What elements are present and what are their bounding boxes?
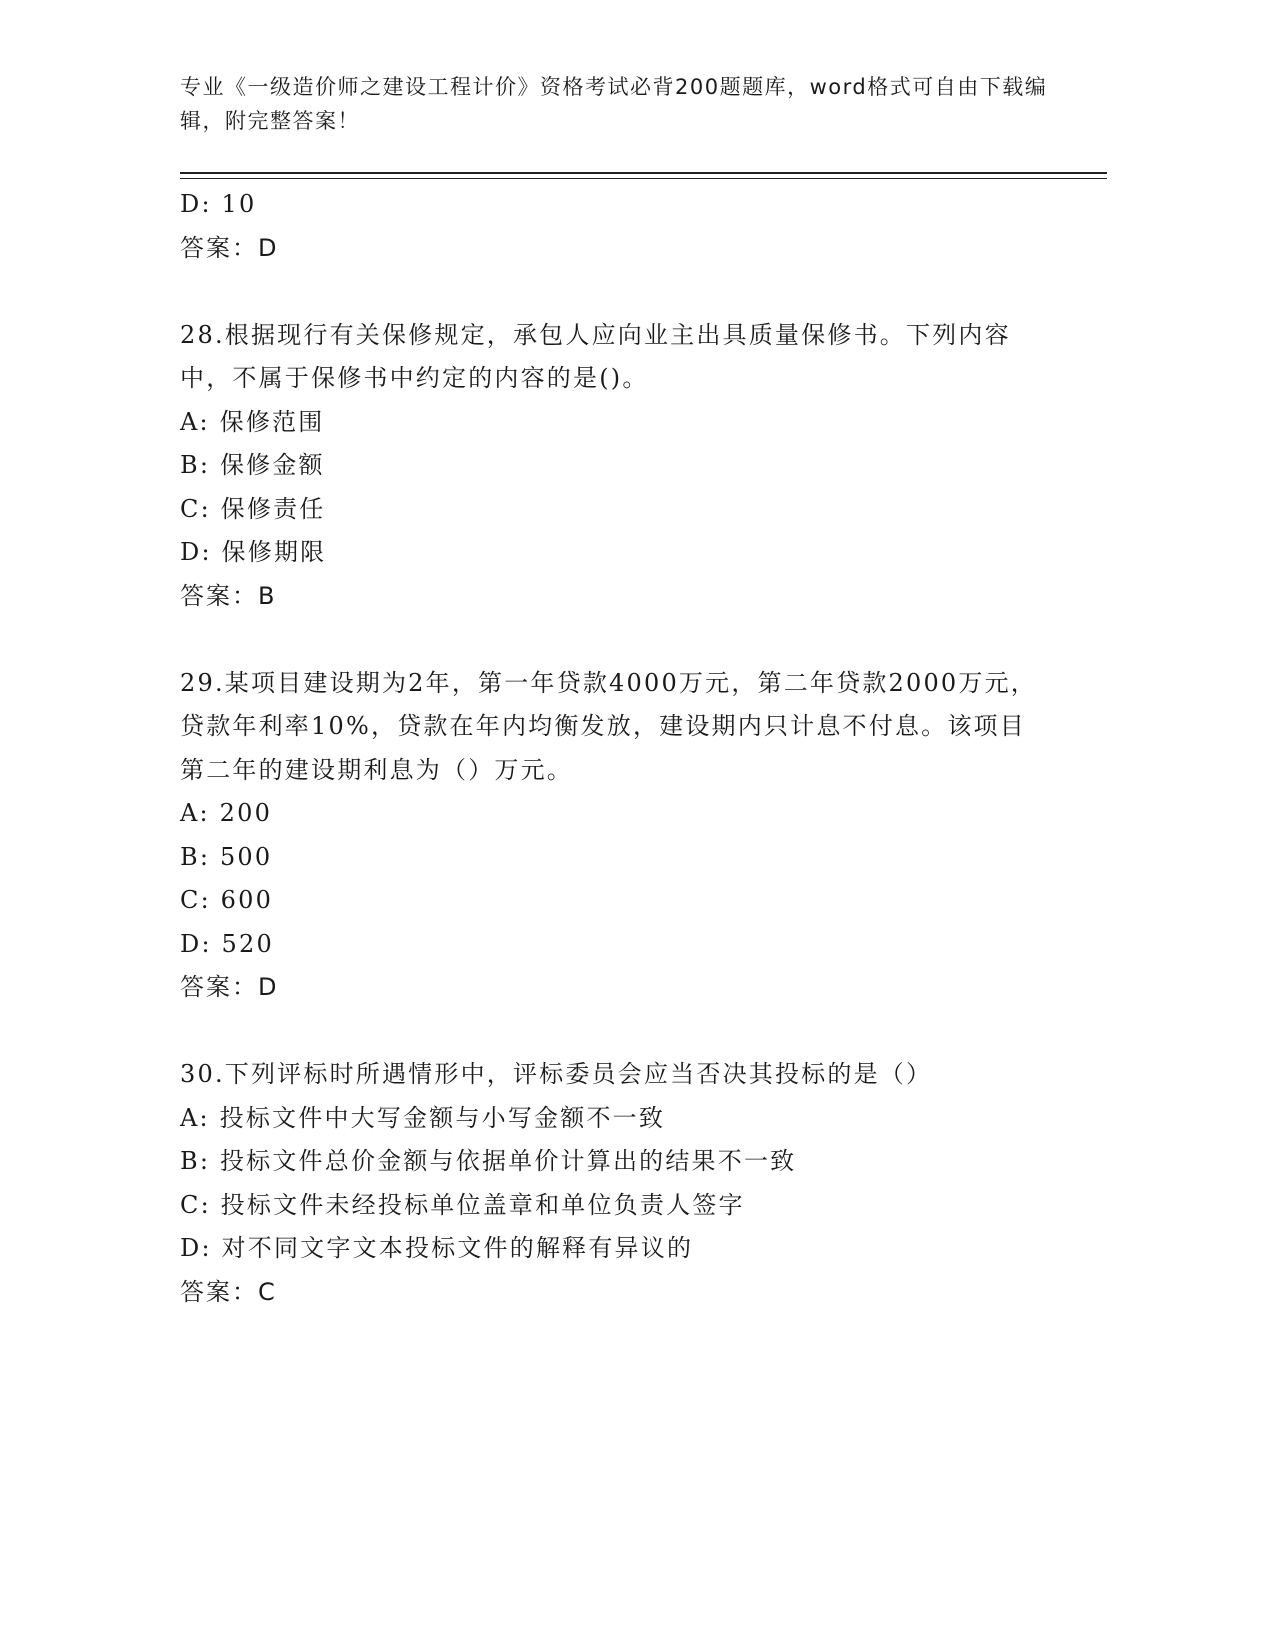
option-a: A: 保修范围 (180, 407, 325, 436)
question-30 (180, 1053, 1060, 1314)
option-a: A: 投标文件中大写金额与小写金额不一致 (180, 1103, 666, 1132)
question-stem: 28.根据现行有关保修规定，承包人应向业主出具质量保修书。下列内容中，不属于保修书中约定的内容的是()。 (180, 320, 1011, 392)
question-29 (180, 662, 1060, 1010)
option-d: D: 10 (180, 190, 257, 218)
option-b: B: 保修金额 (180, 451, 325, 479)
question-stem: 29.某项目建设期为2年，第一年贷款4000万元，第二年贷款2000万元，贷款年利率10%，贷款在年内均衡发放，建设期内只计息不付息。该项目第二年的建设期利息为（）万元。 (180, 668, 1037, 784)
question-stem: 30.下列评标时所遇情形中，评标委员会应当否决其投标的是（） (180, 1060, 933, 1088)
answer-line: 答案：D (180, 973, 279, 1001)
option-b: B: 500 (180, 842, 273, 871)
answer-line: 答案：B (180, 581, 277, 610)
question-28 (180, 314, 1060, 619)
option-c: C: 600 (180, 886, 274, 914)
document-header: 专业《一级造价师之建设工程计价》资格考试必背200题题库，word格式可自由下载编辑，附完整答案！ (180, 75, 1048, 133)
option-d: D: 保修期限 (180, 538, 327, 566)
option-c: C: 投标文件未经投标单位盖章和单位负责人签字 (180, 1190, 745, 1219)
option-a: A: 200 (180, 799, 273, 827)
option-d: D: 对不同文字文本投标文件的解释有异议的 (180, 1234, 694, 1262)
option-b: B: 投标文件总价金额与依据单价计算出的结果不一致 (180, 1147, 797, 1175)
option-d: D: 520 (180, 929, 274, 958)
header-divider-thick (180, 172, 1107, 174)
answer-line: 答案：C (180, 1277, 277, 1306)
question-list (180, 183, 1060, 1314)
header-divider-thin (180, 178, 1107, 179)
option-c: C: 保修责任 (180, 494, 326, 523)
answer-line: 答案：D (180, 233, 279, 262)
